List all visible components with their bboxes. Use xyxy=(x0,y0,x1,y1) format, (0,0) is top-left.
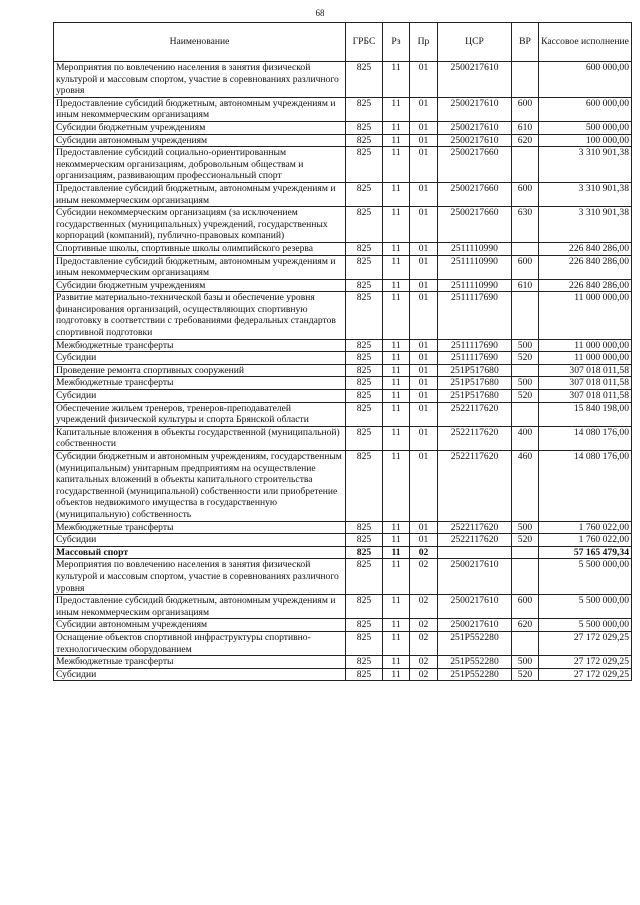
cell-rz: 11 xyxy=(383,402,410,426)
cell-pr: 02 xyxy=(410,546,438,559)
cell-rz: 11 xyxy=(383,352,410,365)
table-row xyxy=(54,364,632,377)
cell-sum: 226 840 286,00 xyxy=(539,242,632,255)
cell-name: Оснащение объектов спортивной инфраструктуры спортивно-технологическим оборудованием xyxy=(54,631,346,655)
cell-rz: 11 xyxy=(383,147,410,183)
header-name: Наименование xyxy=(54,23,346,62)
cell-name: Развитие материально-технической базы и обеспечение уровня финансирования организаций, осуществляющих спортивную подготовку в соответствии с требованиями федеральных стандартов спортивной подготовки xyxy=(54,292,346,339)
cell-sum: 100 000,00 xyxy=(539,134,632,147)
cell-csr: 2500217610 xyxy=(438,595,512,619)
cell-csr: 2511110990 xyxy=(438,242,512,255)
cell-sum: 5 500 000,00 xyxy=(539,595,632,619)
cell-pr: 01 xyxy=(410,534,438,547)
header-rz: Рз xyxy=(383,23,410,62)
cell-rz: 11 xyxy=(383,121,410,134)
cell-name: Субсидии автономным учреждениям xyxy=(54,134,346,147)
table-row xyxy=(54,559,632,595)
cell-sum: 3 310 901,38 xyxy=(539,207,632,243)
cell-pr: 02 xyxy=(410,668,438,681)
cell-name: Субсидии xyxy=(54,668,346,681)
cell-csr: 2500217610 xyxy=(438,134,512,147)
cell-rz: 11 xyxy=(383,521,410,534)
cell-sum: 600 000,00 xyxy=(539,62,632,98)
table-row xyxy=(54,182,632,206)
table-row xyxy=(54,595,632,619)
table-row xyxy=(54,121,632,134)
cell-vr xyxy=(512,364,539,377)
cell-pr: 01 xyxy=(410,134,438,147)
cell-csr: 2500217610 xyxy=(438,619,512,632)
cell-sum: 11 000 000,00 xyxy=(539,352,632,365)
cell-sum: 226 840 286,00 xyxy=(539,255,632,279)
cell-grbs: 825 xyxy=(346,279,383,292)
cell-grbs: 825 xyxy=(346,182,383,206)
cell-sum: 226 840 286,00 xyxy=(539,279,632,292)
cell-rz: 11 xyxy=(383,619,410,632)
cell-vr: 600 xyxy=(512,97,539,121)
cell-vr: 400 xyxy=(512,426,539,450)
cell-grbs: 825 xyxy=(346,97,383,121)
cell-sum: 600 000,00 xyxy=(539,97,632,121)
header-csr: ЦСР xyxy=(438,23,512,62)
cell-name: Предоставление субсидий бюджетным, автономным учреждениям и иным некоммерческим организациям xyxy=(54,255,346,279)
table-row xyxy=(54,377,632,390)
cell-csr: 2500217610 xyxy=(438,121,512,134)
cell-csr: 2511110990 xyxy=(438,279,512,292)
cell-sum: 1 760 022,00 xyxy=(539,521,632,534)
cell-rz: 11 xyxy=(383,559,410,595)
cell-vr: 500 xyxy=(512,377,539,390)
cell-grbs: 825 xyxy=(346,546,383,559)
table-row xyxy=(54,534,632,547)
cell-pr: 02 xyxy=(410,595,438,619)
header-grbs: ГРБС xyxy=(346,23,383,62)
cell-name: Субсидии бюджетным учреждениям xyxy=(54,121,346,134)
cell-grbs: 825 xyxy=(346,521,383,534)
cell-grbs: 825 xyxy=(346,559,383,595)
table-body xyxy=(54,62,632,681)
cell-vr: 520 xyxy=(512,390,539,403)
cell-name: Межбюджетные трансферты xyxy=(54,656,346,669)
cell-sum: 3 310 901,38 xyxy=(539,182,632,206)
cell-rz: 11 xyxy=(383,668,410,681)
table-row xyxy=(54,97,632,121)
table-row xyxy=(54,668,632,681)
cell-sum: 15 840 198,00 xyxy=(539,402,632,426)
cell-name: Субсидии xyxy=(54,390,346,403)
cell-name: Мероприятия по вовлечению населения в занятия физической культурой и массовым спортом, участие в соревнованиях различного уровня xyxy=(54,559,346,595)
cell-pr: 01 xyxy=(410,279,438,292)
cell-sum: 307 018 011,58 xyxy=(539,377,632,390)
cell-pr: 01 xyxy=(410,182,438,206)
table-row xyxy=(54,521,632,534)
cell-grbs: 825 xyxy=(346,292,383,339)
cell-rz: 11 xyxy=(383,534,410,547)
cell-name: Субсидии некоммерческим организациям (за исключением государственных (муниципальных) учреждений, государственных корпораций (компаний), публично-правовых компаний) xyxy=(54,207,346,243)
cell-grbs: 825 xyxy=(346,402,383,426)
cell-pr: 02 xyxy=(410,656,438,669)
header-sum: Кассовое исполнение xyxy=(539,23,632,62)
cell-grbs: 825 xyxy=(346,121,383,134)
cell-pr: 01 xyxy=(410,292,438,339)
cell-name: Предоставление субсидий бюджетным, автономным учреждениям и иным некоммерческим организациям xyxy=(54,182,346,206)
cell-pr: 01 xyxy=(410,121,438,134)
cell-sum: 57 165 479,34 xyxy=(539,546,632,559)
cell-name: Межбюджетные трансферты xyxy=(54,521,346,534)
cell-rz: 11 xyxy=(383,390,410,403)
cell-pr: 01 xyxy=(410,451,438,522)
cell-name: Капитальные вложения в объекты государственной (муниципальной) собственности xyxy=(54,426,346,450)
cell-sum: 1 760 022,00 xyxy=(539,534,632,547)
cell-rz: 11 xyxy=(383,451,410,522)
cell-csr: 251P517680 xyxy=(438,364,512,377)
cell-vr xyxy=(512,147,539,183)
cell-vr xyxy=(512,559,539,595)
cell-name: Предоставление субсидий бюджетным, автономным учреждениям и иным некоммерческим организациям xyxy=(54,595,346,619)
cell-rz: 11 xyxy=(383,182,410,206)
page-number: 68 xyxy=(315,8,325,18)
cell-vr: 600 xyxy=(512,595,539,619)
table-row xyxy=(54,426,632,450)
table-row xyxy=(54,292,632,339)
table-row xyxy=(54,451,632,522)
budget-execution-table xyxy=(53,22,632,681)
cell-rz: 11 xyxy=(383,207,410,243)
cell-vr: 610 xyxy=(512,121,539,134)
cell-csr: 2522117620 xyxy=(438,451,512,522)
cell-csr: 2511117690 xyxy=(438,292,512,339)
cell-pr: 01 xyxy=(410,147,438,183)
cell-grbs: 825 xyxy=(346,426,383,450)
cell-pr: 01 xyxy=(410,390,438,403)
table-row xyxy=(54,619,632,632)
cell-grbs: 825 xyxy=(346,207,383,243)
cell-rz: 11 xyxy=(383,242,410,255)
header-pr: Пр xyxy=(410,23,438,62)
cell-grbs: 825 xyxy=(346,656,383,669)
cell-csr xyxy=(438,546,512,559)
cell-rz: 11 xyxy=(383,292,410,339)
cell-grbs: 825 xyxy=(346,364,383,377)
cell-csr: 2500217610 xyxy=(438,62,512,98)
cell-name: Межбюджетные трансферты xyxy=(54,339,346,352)
table-row xyxy=(54,62,632,98)
cell-rz: 11 xyxy=(383,279,410,292)
table-row xyxy=(54,147,632,183)
cell-grbs: 825 xyxy=(346,62,383,98)
cell-rz: 11 xyxy=(383,134,410,147)
cell-name: Предоставление субсидий бюджетным, автономным учреждениям и иным некоммерческим организациям xyxy=(54,97,346,121)
cell-rz: 11 xyxy=(383,656,410,669)
cell-sum: 5 500 000,00 xyxy=(539,559,632,595)
table-row xyxy=(54,656,632,669)
cell-name: Субсидии xyxy=(54,352,346,365)
cell-vr: 500 xyxy=(512,339,539,352)
cell-name: Мероприятия по вовлечению населения в занятия физической культурой и массовым спортом, участие в соревнованиях различного уровня xyxy=(54,62,346,98)
cell-sum: 500 000,00 xyxy=(539,121,632,134)
cell-pr: 02 xyxy=(410,559,438,595)
table-row xyxy=(54,242,632,255)
cell-name: Предоставление субсидий социально-ориентированным некоммерческим организациям, добровольным обществам и организациям, развивающим профессиональный спорт xyxy=(54,147,346,183)
cell-pr: 01 xyxy=(410,352,438,365)
cell-csr: 2500217660 xyxy=(438,147,512,183)
cell-name: Проведение ремонта спортивных сооружений xyxy=(54,364,346,377)
cell-csr: 2522117620 xyxy=(438,534,512,547)
cell-pr: 02 xyxy=(410,619,438,632)
cell-pr: 01 xyxy=(410,255,438,279)
cell-csr: 2522117620 xyxy=(438,426,512,450)
cell-sum: 27 172 029,25 xyxy=(539,656,632,669)
cell-grbs: 825 xyxy=(346,134,383,147)
cell-rz: 11 xyxy=(383,631,410,655)
cell-sum: 14 080 176,00 xyxy=(539,426,632,450)
cell-csr: 251P517680 xyxy=(438,377,512,390)
cell-csr: 2522117620 xyxy=(438,521,512,534)
cell-vr: 500 xyxy=(512,521,539,534)
cell-pr: 01 xyxy=(410,426,438,450)
cell-vr: 520 xyxy=(512,668,539,681)
cell-grbs: 825 xyxy=(346,339,383,352)
cell-csr: 2511117690 xyxy=(438,339,512,352)
cell-vr: 620 xyxy=(512,619,539,632)
cell-vr: 520 xyxy=(512,352,539,365)
cell-vr xyxy=(512,292,539,339)
cell-rz: 11 xyxy=(383,62,410,98)
cell-sum: 27 172 029,25 xyxy=(539,631,632,655)
cell-vr: 600 xyxy=(512,182,539,206)
cell-pr: 01 xyxy=(410,242,438,255)
cell-csr: 251P552280 xyxy=(438,668,512,681)
cell-vr: 630 xyxy=(512,207,539,243)
cell-rz: 11 xyxy=(383,364,410,377)
table-row xyxy=(54,134,632,147)
cell-rz: 11 xyxy=(383,546,410,559)
cell-csr: 2500217610 xyxy=(438,97,512,121)
cell-csr: 2511110990 xyxy=(438,255,512,279)
cell-csr: 2500217660 xyxy=(438,182,512,206)
cell-name: Массовый спорт xyxy=(54,546,346,559)
cell-vr xyxy=(512,631,539,655)
cell-csr: 2500217660 xyxy=(438,207,512,243)
cell-sum: 5 500 000,00 xyxy=(539,619,632,632)
table-header xyxy=(54,23,632,62)
cell-sum: 11 000 000,00 xyxy=(539,292,632,339)
table-row xyxy=(54,279,632,292)
cell-rz: 11 xyxy=(383,426,410,450)
cell-grbs: 825 xyxy=(346,631,383,655)
cell-pr: 01 xyxy=(410,207,438,243)
cell-grbs: 825 xyxy=(346,255,383,279)
cell-pr: 01 xyxy=(410,364,438,377)
cell-grbs: 825 xyxy=(346,534,383,547)
cell-sum: 11 000 000,00 xyxy=(539,339,632,352)
cell-name: Межбюджетные трансферты xyxy=(54,377,346,390)
cell-sum: 27 172 029,25 xyxy=(539,668,632,681)
cell-vr: 460 xyxy=(512,451,539,522)
table-row xyxy=(54,390,632,403)
cell-csr: 2522117620 xyxy=(438,402,512,426)
cell-vr: 600 xyxy=(512,255,539,279)
cell-name: Субсидии бюджетным учреждениям xyxy=(54,279,346,292)
cell-grbs: 825 xyxy=(346,390,383,403)
cell-sum: 3 310 901,38 xyxy=(539,147,632,183)
table-row xyxy=(54,631,632,655)
cell-vr xyxy=(512,402,539,426)
cell-pr: 01 xyxy=(410,62,438,98)
table-row xyxy=(54,402,632,426)
cell-csr: 251P552280 xyxy=(438,656,512,669)
table-row xyxy=(54,207,632,243)
cell-sum: 307 018 011,58 xyxy=(539,390,632,403)
cell-vr: 520 xyxy=(512,534,539,547)
cell-vr xyxy=(512,62,539,98)
cell-name: Субсидии бюджетным и автономным учреждениям, государственным (муниципальным) унитарным предприятиям на осуществление капитальных вложений в объекты капитального строительства государственной (муниципальной) собственности или приобретение объектов недвижимого имущества в государственную (муниципальную) собственность xyxy=(54,451,346,522)
cell-csr: 2511117690 xyxy=(438,352,512,365)
cell-vr xyxy=(512,242,539,255)
cell-grbs: 825 xyxy=(346,352,383,365)
cell-name: Спортивные школы, спортивные школы олимпийского резерва xyxy=(54,242,346,255)
cell-pr: 01 xyxy=(410,339,438,352)
cell-name: Субсидии автономным учреждениям xyxy=(54,619,346,632)
cell-name: Обеспечение жильем тренеров, тренеров-преподавателей учреждений физической культуры и спорта Брянской области xyxy=(54,402,346,426)
table-row xyxy=(54,255,632,279)
cell-rz: 11 xyxy=(383,377,410,390)
cell-pr: 01 xyxy=(410,377,438,390)
cell-vr: 620 xyxy=(512,134,539,147)
cell-pr: 01 xyxy=(410,97,438,121)
table-row xyxy=(54,352,632,365)
cell-csr: 251P517680 xyxy=(438,390,512,403)
cell-grbs: 825 xyxy=(346,242,383,255)
cell-rz: 11 xyxy=(383,255,410,279)
cell-sum: 307 018 011,58 xyxy=(539,364,632,377)
cell-grbs: 825 xyxy=(346,668,383,681)
cell-name: Субсидии xyxy=(54,534,346,547)
cell-vr: 500 xyxy=(512,656,539,669)
cell-grbs: 825 xyxy=(346,147,383,183)
cell-csr: 2500217610 xyxy=(438,559,512,595)
cell-sum: 14 080 176,00 xyxy=(539,451,632,522)
cell-pr: 01 xyxy=(410,402,438,426)
cell-grbs: 825 xyxy=(346,451,383,522)
header-vr: ВР xyxy=(512,23,539,62)
cell-rz: 11 xyxy=(383,595,410,619)
table-row xyxy=(54,546,632,559)
cell-grbs: 825 xyxy=(346,595,383,619)
cell-rz: 11 xyxy=(383,97,410,121)
cell-grbs: 825 xyxy=(346,377,383,390)
cell-pr: 01 xyxy=(410,521,438,534)
table-row xyxy=(54,339,632,352)
cell-rz: 11 xyxy=(383,339,410,352)
cell-grbs: 825 xyxy=(346,619,383,632)
cell-vr: 610 xyxy=(512,279,539,292)
cell-csr: 251P552280 xyxy=(438,631,512,655)
cell-vr xyxy=(512,546,539,559)
cell-pr: 02 xyxy=(410,631,438,655)
